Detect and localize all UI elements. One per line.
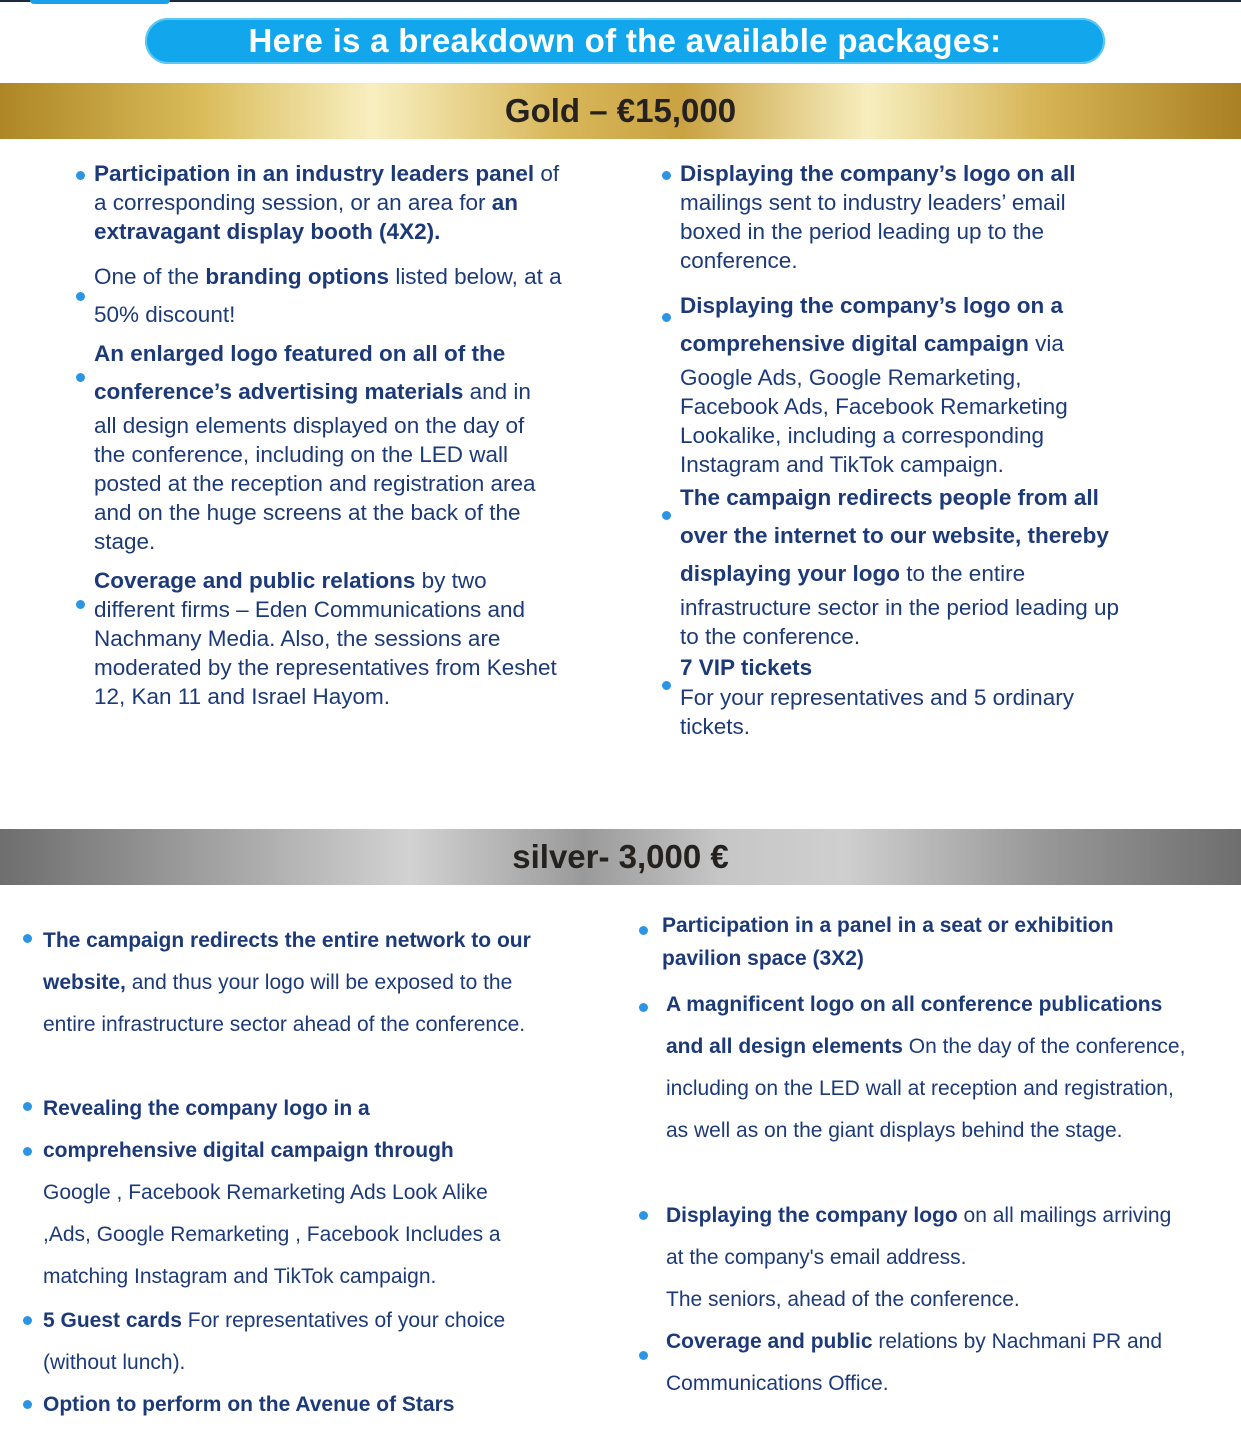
bullet-icon (76, 373, 85, 382)
bullet-icon (23, 1400, 32, 1409)
bullet-icon (662, 681, 671, 690)
silver-item-revealing-logo: Revealing the company logo in a (43, 1088, 533, 1130)
top-accent-bar (30, 0, 170, 4)
bullet-icon (76, 171, 85, 180)
silver-item-avenue-of-stars: Option to perform on the Avenue of Stars (43, 1384, 543, 1426)
bullet-icon (662, 511, 671, 520)
gold-item-panel: Participation in an industry leaders panel of a corresponding session, or an area for an extravagant display booth (4X2). (94, 159, 564, 246)
bullet-icon (639, 1351, 648, 1360)
silver-item-panel-seat: Participation in a panel in a seat or exhibition pavilion space (3X2) (662, 909, 1162, 975)
silver-item-magnificent-logo: A magnificent logo on all conference publications and all design elements On the day of the conference, including on the LED wall at reception and registration, as well as on the giant displays behind the stage. (666, 984, 1186, 1152)
gold-item-enlarged-logo: An enlarged logo featured on all of the conference’s advertising materials and in all design elements displayed on the day of the conference, including on the LED wall posted at the reception and registration area and on the huge screens at the back of the stage. (94, 335, 549, 556)
gold-item-coverage: Coverage and public relations by two different firms – Eden Communications and Nachmany Media. Also, the sessions are moderated by the representatives from Keshet 12, Kan 11 and Israel Hayom. (94, 566, 564, 711)
top-divider-line (0, 0, 1241, 2)
bullet-icon (662, 171, 671, 180)
bullet-icon (23, 1316, 32, 1325)
bullet-icon (76, 600, 85, 609)
bullet-icon (23, 1147, 32, 1156)
bullet-icon (23, 1102, 32, 1111)
gold-item-vip-tickets: 7 VIP tickets For your representatives and 5 ordinary tickets. (680, 653, 1120, 741)
bullet-icon (639, 1003, 648, 1012)
bullet-icon (23, 934, 32, 943)
bullet-icon (639, 1211, 648, 1220)
silver-package-banner: silver- 3,000 € (0, 829, 1241, 885)
gold-package-banner: Gold – €15,000 (0, 83, 1241, 139)
bullet-icon (639, 926, 648, 935)
bullet-icon (76, 292, 85, 301)
silver-item-mailings-logo: Displaying the company logo on all mailings arriving at the company's email address. The seniors, ahead of the conference. (666, 1195, 1186, 1321)
gold-item-campaign-redirect: The campaign redirects people from all over the internet to our website, thereby displaying your logo to the entire infrastructure sector in the period leading up to the conference. (680, 479, 1125, 651)
gold-item-digital-campaign: Displaying the company’s logo on a comprehensive digital campaign via Google Ads, Google Remarketing, Facebook Ads, Facebook Remarketing Lookalike, including a corresponding Instagram and TikTok campaign. (680, 287, 1120, 479)
silver-item-coverage: Coverage and public relations by Nachmani PR and Communications Office. (666, 1321, 1186, 1405)
page-title: Here is a breakdown of the available packages: (145, 18, 1105, 64)
gold-item-branding: One of the branding options listed below, at a 50% discount! (94, 258, 564, 334)
silver-item-guest-cards: 5 Guest cards For representatives of your choice (without lunch). (43, 1300, 543, 1384)
silver-item-campaign-redirect: The campaign redirects the entire network to our website, and thus your logo will be exposed to the entire infrastructure sector ahead of the conference. (43, 920, 533, 1046)
bullet-icon (662, 313, 671, 322)
gold-item-mailings-logo: Displaying the company’s logo on all mailings sent to industry leaders’ email boxed in the period leading up to the conference. (680, 159, 1120, 275)
silver-item-digital-campaign: comprehensive digital campaign through Google , Facebook Remarketing Ads Look Alike ,Ads, Google Remarketing , Facebook Includes a matching Instagram and TikTok campaign. (43, 1130, 533, 1298)
